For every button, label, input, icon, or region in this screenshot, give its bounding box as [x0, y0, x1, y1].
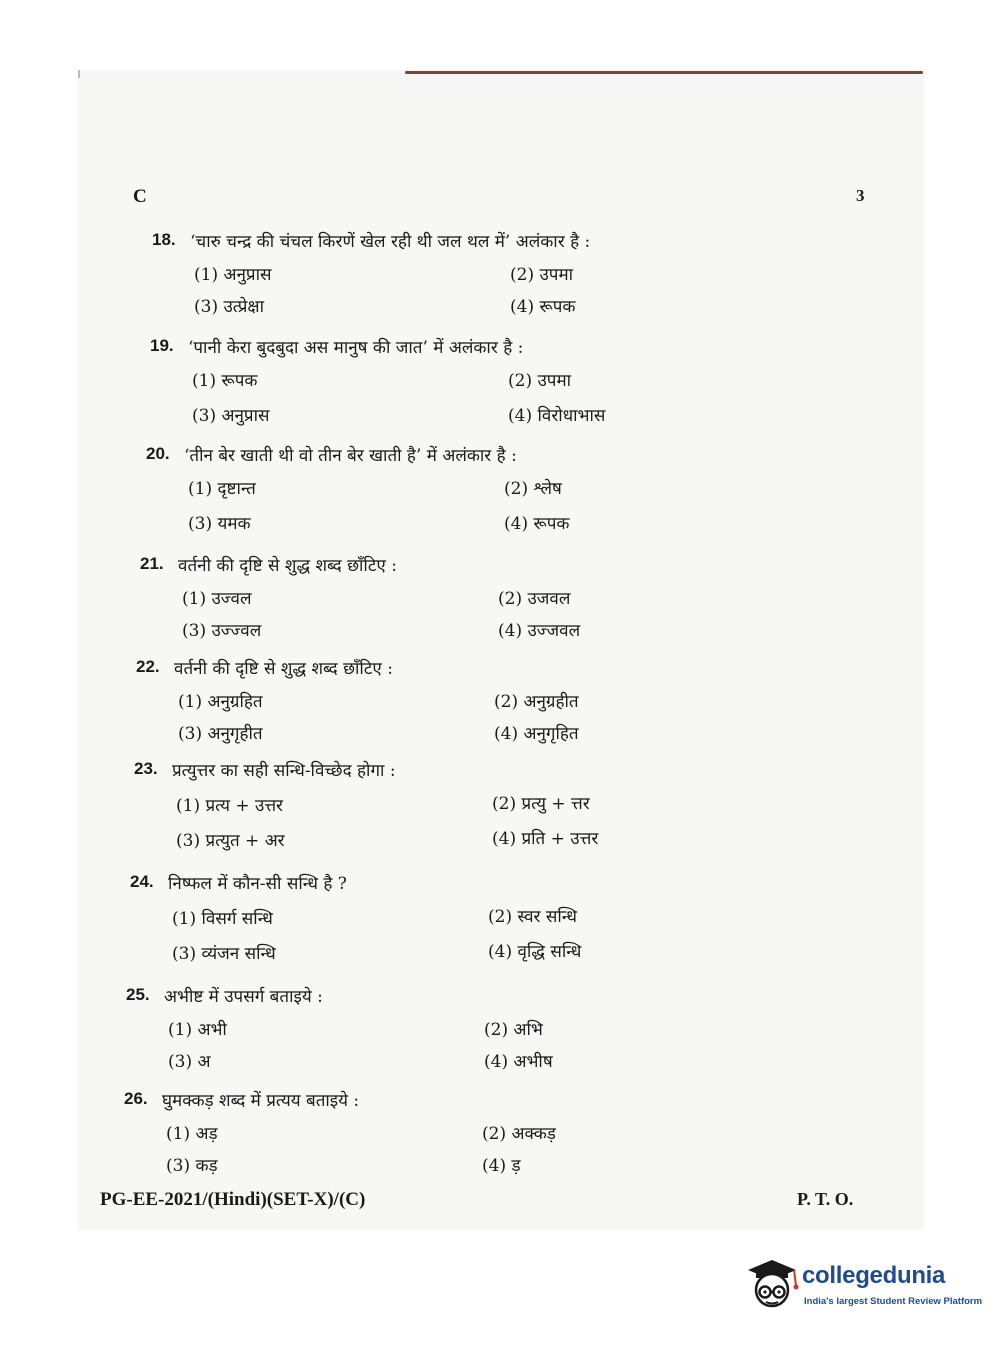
option-3: (3) व्यंजन सन्धि [172, 944, 276, 964]
question-number: 18. [152, 230, 176, 249]
option-1: (1) अभी [168, 1020, 227, 1040]
question-number: 24. [130, 872, 154, 891]
brand-name: collegedunia [802, 1262, 946, 1289]
option-1: (1) उज्वल [182, 589, 252, 609]
question-26 [124, 1083, 684, 1179]
option-3: (3) यमक [188, 514, 251, 534]
paper-code: PG-EE-2021/(Hindi)(SET-X)/(C) [100, 1189, 366, 1210]
option-1: (1) अड़ [166, 1124, 218, 1144]
option-1: (1) दृष्टान्त [188, 479, 256, 499]
question-19 [150, 330, 710, 430]
collegedunia-watermark [742, 1254, 983, 1314]
question-text: अभीष्ट में उपसर्ग बताइये : [164, 986, 323, 1007]
option-4: (4) रूपक [504, 514, 570, 534]
option-2: (2) स्वर सन्धि [488, 907, 577, 927]
question-text: निष्फल में कौन-सी सन्धि है ? [168, 873, 347, 894]
page-number: 3 [856, 186, 865, 205]
question-text: ‘चारु चन्द्र की चंचल किरणें खेल रही थी जल थल में’ अलंकार है : [190, 231, 591, 252]
option-1: (1) अनुग्रहित [178, 692, 263, 712]
option-2: (2) अनुग्रहीत [494, 692, 579, 712]
question-number: 21. [140, 554, 164, 573]
option-3: (3) प्रत्युत + अर [176, 831, 285, 851]
option-2: (2) अक्कड़ [482, 1124, 556, 1144]
question-text: घुमक्कड़ शब्द में प्रत्यय बताइये : [162, 1090, 360, 1111]
option-2: (2) प्रत्यु + त्तर [492, 794, 590, 814]
option-4: (4) प्रति + उत्तर [492, 829, 599, 849]
option-3: (3) अनुगृहीत [178, 724, 263, 744]
option-4: (4) वृद्धि सन्धि [488, 942, 582, 962]
question-text: वर्तनी की दृष्टि से शुद्ध शब्द छाँटिए : [178, 555, 397, 576]
question-21 [140, 548, 700, 644]
option-4: (4) रूपक [510, 297, 576, 317]
option-3: (3) उज्ज्वल [182, 621, 262, 641]
pto-label: P. T. O. [797, 1189, 854, 1209]
option-2: (2) उपमा [510, 265, 574, 285]
question-number: 19. [150, 336, 174, 355]
left-rule [78, 70, 80, 78]
set-letter: C [133, 186, 147, 207]
question-24 [130, 866, 690, 968]
question-number: 20. [146, 444, 170, 463]
question-text: ‘तीन बेर खाती थी वो तीन बेर खाती है’ में अलंकार है : [184, 445, 517, 466]
option-1: (1) प्रत्य + उत्तर [176, 796, 284, 816]
option-2: (2) उपमा [508, 371, 572, 391]
question-23 [134, 753, 694, 855]
option-1: (1) रूपक [192, 371, 258, 391]
question-18 [152, 224, 712, 320]
question-22 [136, 651, 696, 747]
question-number: 25. [126, 985, 150, 1004]
option-4: (4) अनुगृहित [494, 724, 579, 744]
option-3: (3) उत्प्रेक्षा [194, 297, 264, 317]
option-4: (4) अभीष [484, 1052, 553, 1072]
option-1: (1) विसर्ग सन्धि [172, 909, 273, 929]
graduate-mascot-icon [742, 1254, 800, 1312]
option-3: (3) अनुप्रास [192, 406, 270, 426]
option-3: (3) कड़ [166, 1156, 218, 1176]
option-4: (4) ड़ [482, 1156, 521, 1176]
question-number: 22. [136, 657, 160, 676]
question-25 [126, 979, 686, 1075]
top-rule [405, 71, 923, 74]
option-2: (2) श्लेष [504, 479, 562, 499]
option-3: (3) अ [168, 1052, 211, 1072]
option-4: (4) उज्जवल [498, 621, 581, 641]
question-text: वर्तनी की दृष्टि से शुद्ध शब्द छाँटिए : [174, 658, 393, 679]
option-1: (1) अनुप्रास [194, 265, 272, 285]
question-text: प्रत्युत्तर का सही सन्धि-विच्छेद होगा : [172, 760, 396, 781]
option-2: (2) अभि [484, 1020, 543, 1040]
question-number: 26. [124, 1089, 148, 1108]
option-4: (4) विरोधाभास [508, 406, 606, 426]
question-number: 23. [134, 759, 158, 778]
option-2: (2) उजवल [498, 589, 571, 609]
question-text: ‘पानी केरा बुदबुदा अस मानुष की जात’ में अलंकार है : [188, 337, 524, 358]
brand-tagline: India's largest Student Review Platform [804, 1296, 983, 1307]
question-20 [146, 438, 706, 538]
